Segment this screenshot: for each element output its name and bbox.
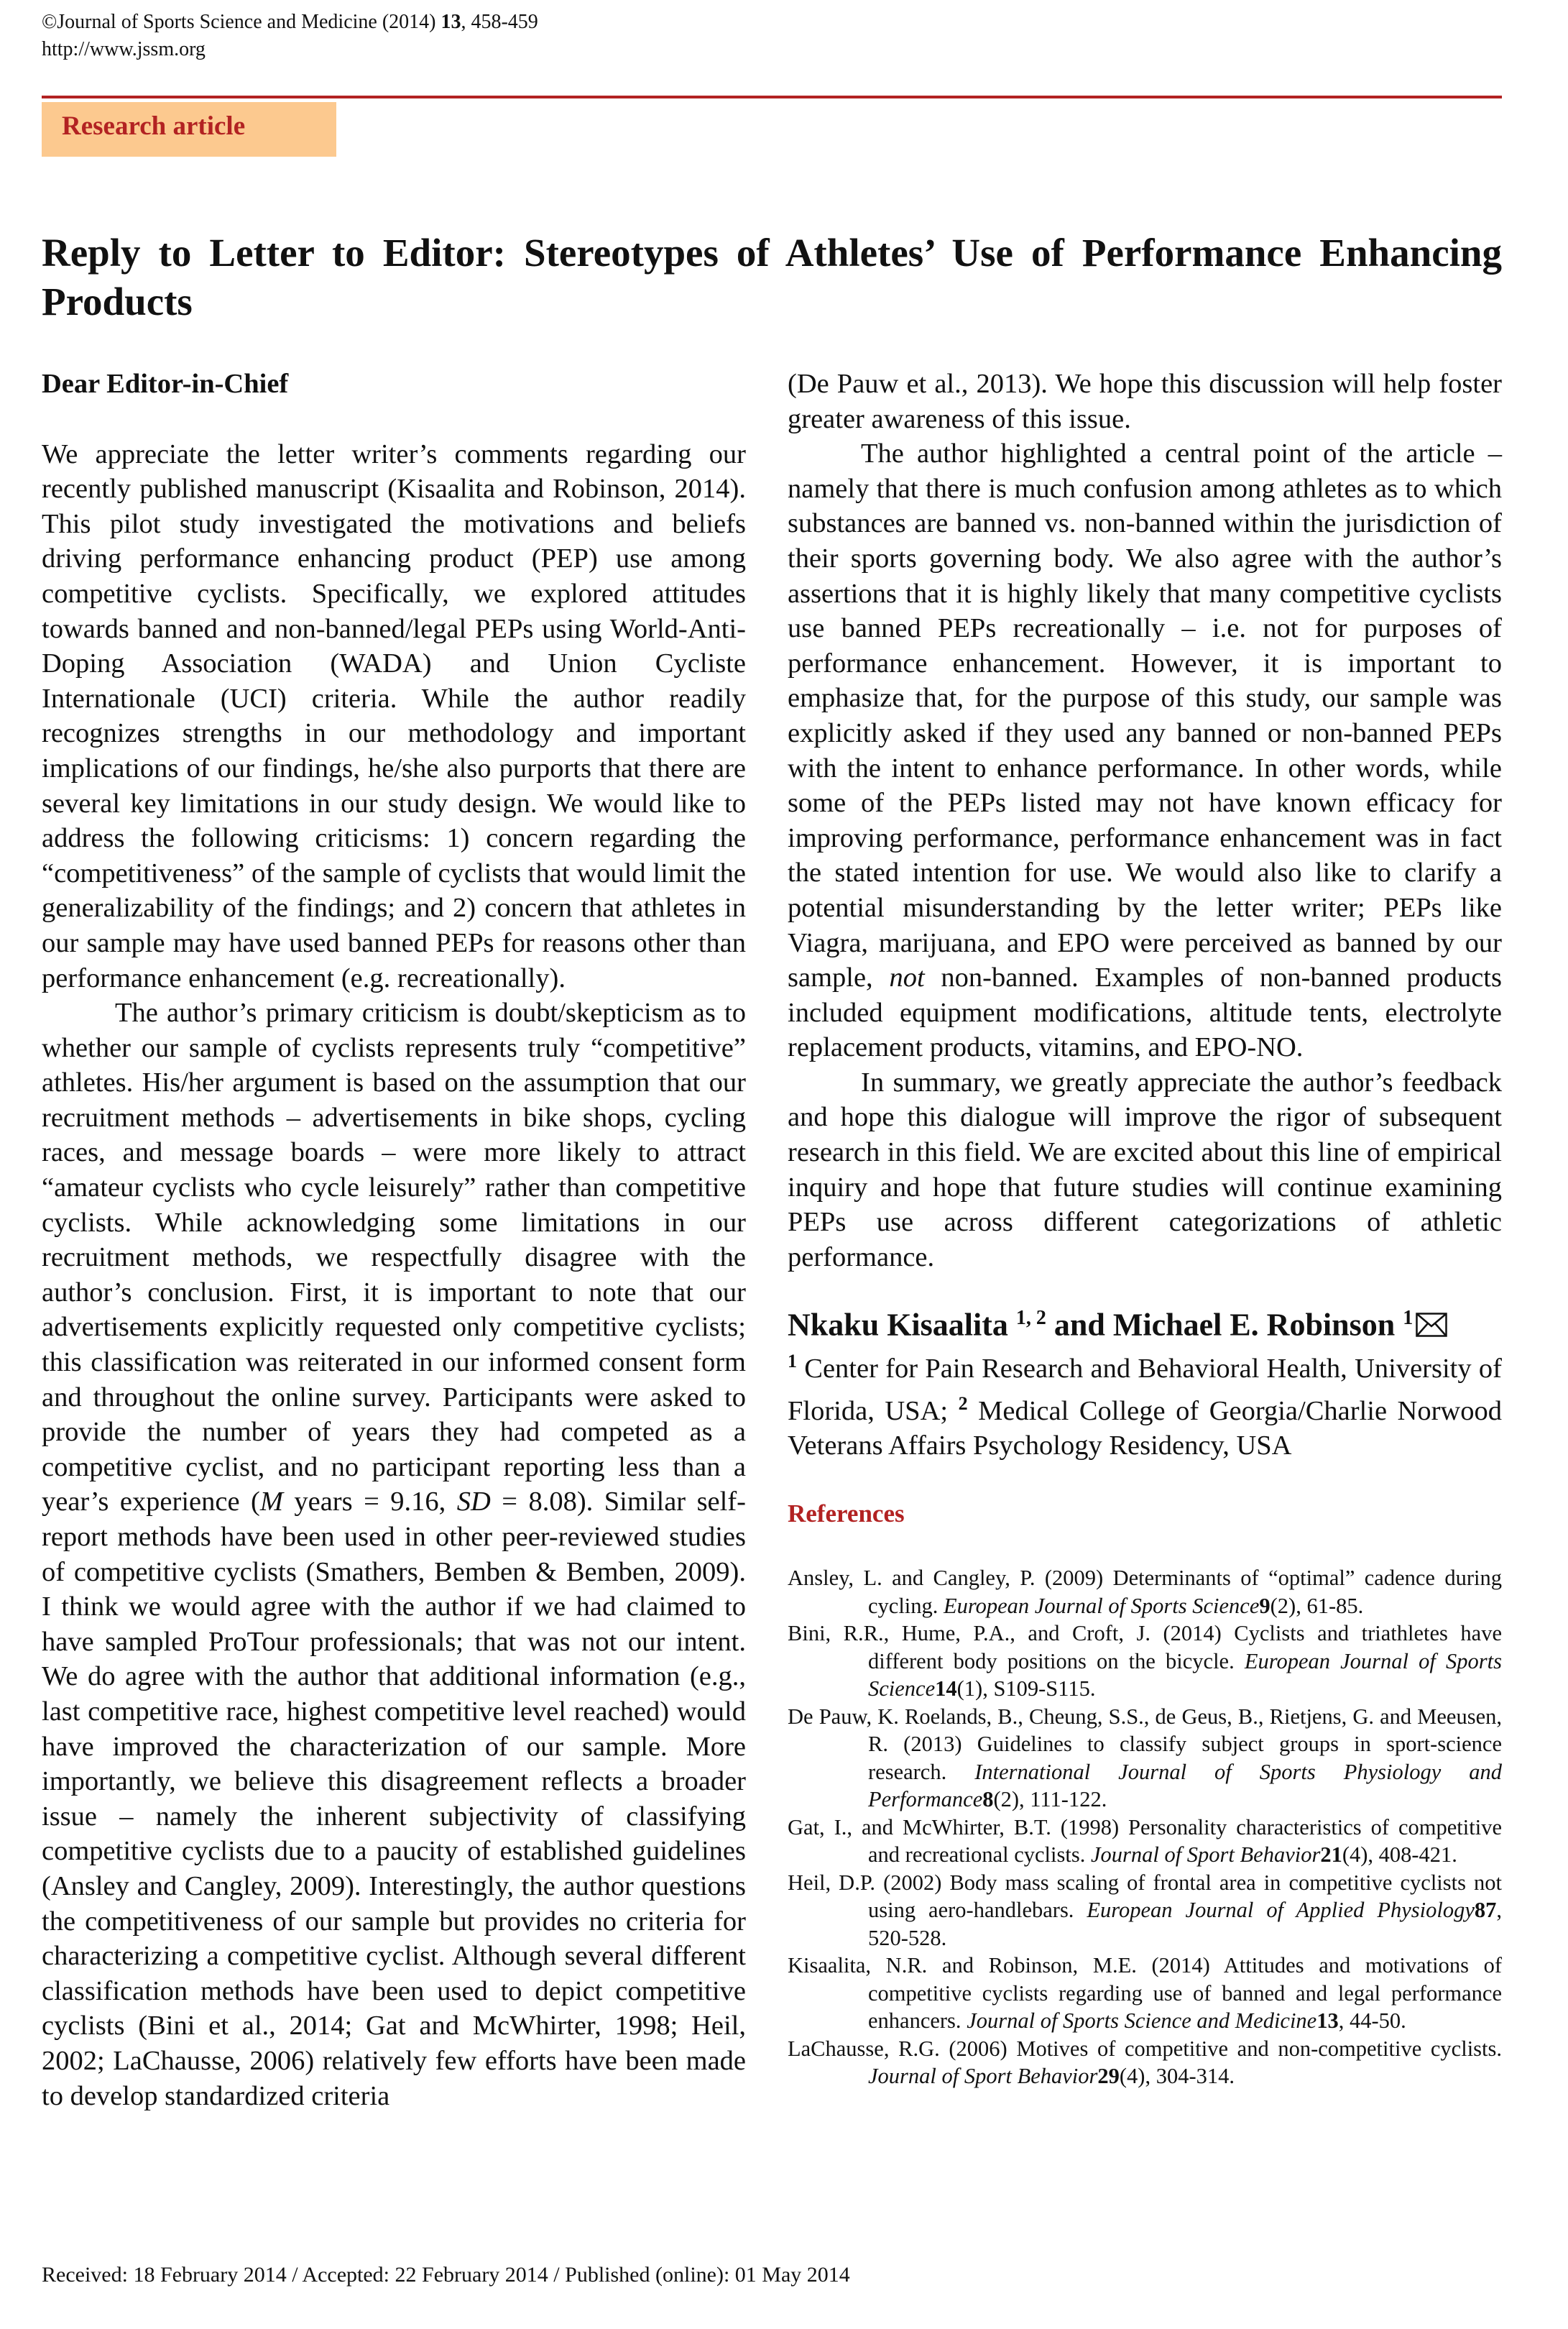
journal-citation-text: ©Journal of Sports Science and Medicine (2014) <box>42 11 441 33</box>
p2-tail: (De Pauw et al., 2013). We hope this discussion will help foster greater awareness of this issue. <box>788 369 1502 434</box>
reference-text: Bini, R.R., Hume, P.A., and Croft, J. (2014) Cyclists and triathletes have different body positions on the bicycle. <box>788 1621 1502 1673</box>
p2-text-c: = 8.08). Similar self-report methods have been used in other peer-reviewed studies of competitive cyclists (Smathers, Bemben & Bemben, 2009). I think we would agree with the author if we had claimed to have sampled ProTour professionals; that was not our intent. We do agree with the author that additional information (e.g., last competitive race, highest competitive level reached) would have improved the characterization of our sample. More importantly, we believe this disagreement reflects a broader issue – namely the inherent subjectivity of classifying competitive cyclists due to a paucity of established guidelines (Ansley and Cangley, 2009). Interestingly, the author questions the competitiveness of our sample but provides no criteria for characterizing a competitive cyclist. Although several different classification methods have been used to depict competitive cyclists (Bini et al., 2014; Gat and McWhirter, 1998; Heil, 2002; LaChausse, 2006) relatively few efforts have been made to develop standardized criteria <box>42 1487 746 2111</box>
reference-pages: (4), 304-314. <box>1119 2064 1235 2089</box>
reference-journal: European Journal of Applied Physiology <box>1087 1898 1475 1923</box>
author-2-name: Michael E. Robinson <box>1112 1308 1396 1343</box>
reference-journal: Journal of Sports Science and Medicine <box>967 2008 1317 2034</box>
author-1-affiliations: 1, 2 <box>1015 1307 1046 1330</box>
article-title: Reply to Letter to Editor: Stereotypes of Athletes’ Use of Performance Enhancing Products <box>42 231 1502 323</box>
reference-pages: , 520-528. <box>868 1898 1502 1950</box>
affiliation-2-marker: 2 <box>958 1392 968 1414</box>
reference-volume: 21 <box>1320 1842 1342 1868</box>
reference-pages: , 44-50. <box>1338 2008 1406 2034</box>
reference-pages: (2), 111-122. <box>993 1787 1107 1812</box>
journal-volume: 13 <box>441 11 461 33</box>
reference-volume: 87 <box>1474 1898 1497 1923</box>
reference-pages: (2), 61-85. <box>1270 1593 1364 1618</box>
affiliation-1: Center for Pain Research and Behavioral Health, University of Florida, USA; <box>788 1353 1502 1426</box>
reference-item <box>788 1564 1502 1620</box>
reference-pages: (4), 408-421. <box>1342 1842 1457 1868</box>
p2-text-b: years = 9.16, <box>282 1487 457 1517</box>
envelope-icon[interactable] <box>1416 1308 1447 1333</box>
p2-sd-symbol: SD <box>456 1487 491 1517</box>
reference-item <box>788 1869 1502 1952</box>
reference-text: Heil, D.P. (2002) Body mass scaling of frontal area in competitive cyclists not using aero-handlebars. <box>788 1870 1502 1923</box>
reference-text: Ansley, L. and Cangley, P. (2009) Determinants of “optimal” cadence during cycling. <box>788 1566 1502 1618</box>
reference-volume: 9 <box>1259 1593 1270 1618</box>
reference-text: LaChausse, R.G. (2006) Motives of competitive and non-competitive cyclists. <box>788 2036 1502 2061</box>
reference-text: Gat, I., and McWhirter, B.T. (1998) Personality characteristics of competitive and recreational cyclists. <box>788 1814 1502 1868</box>
body-paragraph-4: In summary, we greatly appreciate the author’s feedback and hope this dialogue will improve the rigor of subsequent research in this field. We are excited about this line of empirical inquiry and hope that future studies will continue examining PEPs use across different categorizations of athletic performance. <box>788 1067 1502 1272</box>
reference-journal: International Journal of Sports Physiology and Performance <box>868 1759 1502 1812</box>
author-1-name: Nkaku Kisaalita <box>788 1308 1008 1343</box>
reference-item <box>788 1703 1502 1814</box>
author-2-affiliations: 1 <box>1403 1307 1413 1330</box>
reference-item <box>788 1952 1502 2035</box>
reference-item <box>788 1620 1502 1703</box>
body-paragraph-2 <box>42 996 746 2113</box>
references-heading: References <box>788 1499 905 1528</box>
publication-dates: Received: 18 February 2014 / Accepted: 22 February 2014 / Published (online): 01 May 2014 <box>42 2263 850 2287</box>
reference-journal: European Journal of Sports Science <box>868 1648 1502 1701</box>
reference-volume: 8 <box>982 1787 994 1812</box>
reference-volume: 14 <box>935 1676 957 1701</box>
header-rule <box>42 96 1502 98</box>
article-type-banner <box>42 102 336 157</box>
p3-text-b: non-banned. Examples of non-banned products included equipment modifications, altitude tents, electrolyte replacement products, vitamins, and EPO-NO. <box>788 963 1502 1063</box>
reference-journal: Journal of Sport Behavior <box>1090 1842 1321 1868</box>
reference-text: Kisaalita, N.R. and Robinson, M.E. (2014) Attitudes and motivations of competitive cyclists regarding use of banned and legal performance enhancers. <box>788 1953 1502 2034</box>
references-list <box>788 1564 1502 2090</box>
journal-pages: , 458-459 <box>461 11 538 33</box>
p3-emphasis: not <box>889 963 925 993</box>
reference-volume: 13 <box>1316 2008 1339 2034</box>
reference-pages: (1), S109-S115. <box>956 1676 1096 1701</box>
affiliations <box>788 1344 1502 1463</box>
reference-volume: 29 <box>1097 2064 1120 2089</box>
reference-item <box>788 2035 1502 2090</box>
left-column <box>42 367 746 2113</box>
author-joiner: and <box>1046 1308 1113 1343</box>
reference-text: De Pauw, K. Roelands, B., Cheung, S.S., de Geus, B., Rietjens, G. and Meeusen, R. (2013) Guidelines to classify subject groups in sport-science research. <box>788 1704 1502 1784</box>
p2-mean-symbol: M <box>259 1487 283 1517</box>
reference-item <box>788 1814 1502 1869</box>
journal-url[interactable]: http://www.jssm.org <box>42 38 206 60</box>
journal-header <box>42 9 538 63</box>
salutation: Dear Editor-in-Chief <box>42 369 289 399</box>
reference-journal: Journal of Sport Behavior <box>868 2064 1098 2089</box>
p3-text-a: The author highlighted a central point of the article – namely that there is much confusion among athletes as to which substances are banned vs. non-banned within the jurisdiction of their sports governing body. We also agree with the author’s assertions that it is highly likely that many competitive cyclists use banned PEPs recreationally – i.e. not for purposes of performance enhancement. However, it is important to emphasize that, for the purpose of this study, our sample was explicitly asked if they used any banned or non-banned PEPs with the intent to enhance performance. In other words, while some of the PEPs listed may not have known efficacy for improving performance, performance enhancement was in fact the stated intention for use. We would also like to clarify a potential misunderstanding by the letter writer; PEPs like Viagra, marijuana, and EPO were perceived as banned by our sample, <box>788 438 1502 993</box>
affiliation-2: Medical College of Georgia/Charlie Norwood Veterans Affairs Psychology Residency, USA <box>788 1395 1502 1461</box>
body-paragraph-3 <box>788 436 1502 1065</box>
article-type-label: Research article <box>62 111 246 141</box>
affiliation-1-marker: 1 <box>788 1351 797 1372</box>
p2-text-a: The author’s primary criticism is doubt/skepticism as to whether our sample of cyclists represents truly “competitive” athletes. His/her argument is based on the assumption that our recruitment methods – advertisements in bike shops, cycling races, and message boards – were more likely to attract “amateur cyclists who cycle leisurely” rather than competitive cyclists. While acknowledging some limitations in our recruitment methods, we respectfully disagree with the author’s conclusion. First, it is important to note that our advertisements explicitly requested only competitive cyclists; this classification was reiterated in our informed consent form and throughout the online survey. Participants were asked to provide the number of years they had competed as a competitive cyclist, and no participant reporting less than a year’s experience ( <box>42 998 746 1517</box>
right-column-text <box>788 367 1502 2090</box>
reference-journal: European Journal of Sports Science <box>944 1593 1260 1618</box>
journal-citation <box>42 9 538 36</box>
author-line <box>788 1300 1502 1344</box>
body-paragraph-1: We appreciate the letter writer’s comments regarding our recently published manuscript (Kisaalita and Robinson, 2014). This pilot study investigated the motivations and beliefs driving performance enhancing product (PEP) use among competitive cyclists. Specifically, we explored attitudes towards banned and non-banned/legal PEPs using World-Anti-Doping Association (WADA) and Union Cycliste Internationale (UCI) criteria. While the author readily recognizes strengths in our methodology and important implications of our findings, he/she also purports that there are several key limitations in our study design. We would like to address the following criticisms: 1) concern regarding the “competitiveness” of the sample of cyclists that would limit the generalizability of the findings; and 2) concern that athletes in our sample may have used banned PEPs for reasons other than performance enhancement (e.g. recreationally). <box>42 438 746 993</box>
